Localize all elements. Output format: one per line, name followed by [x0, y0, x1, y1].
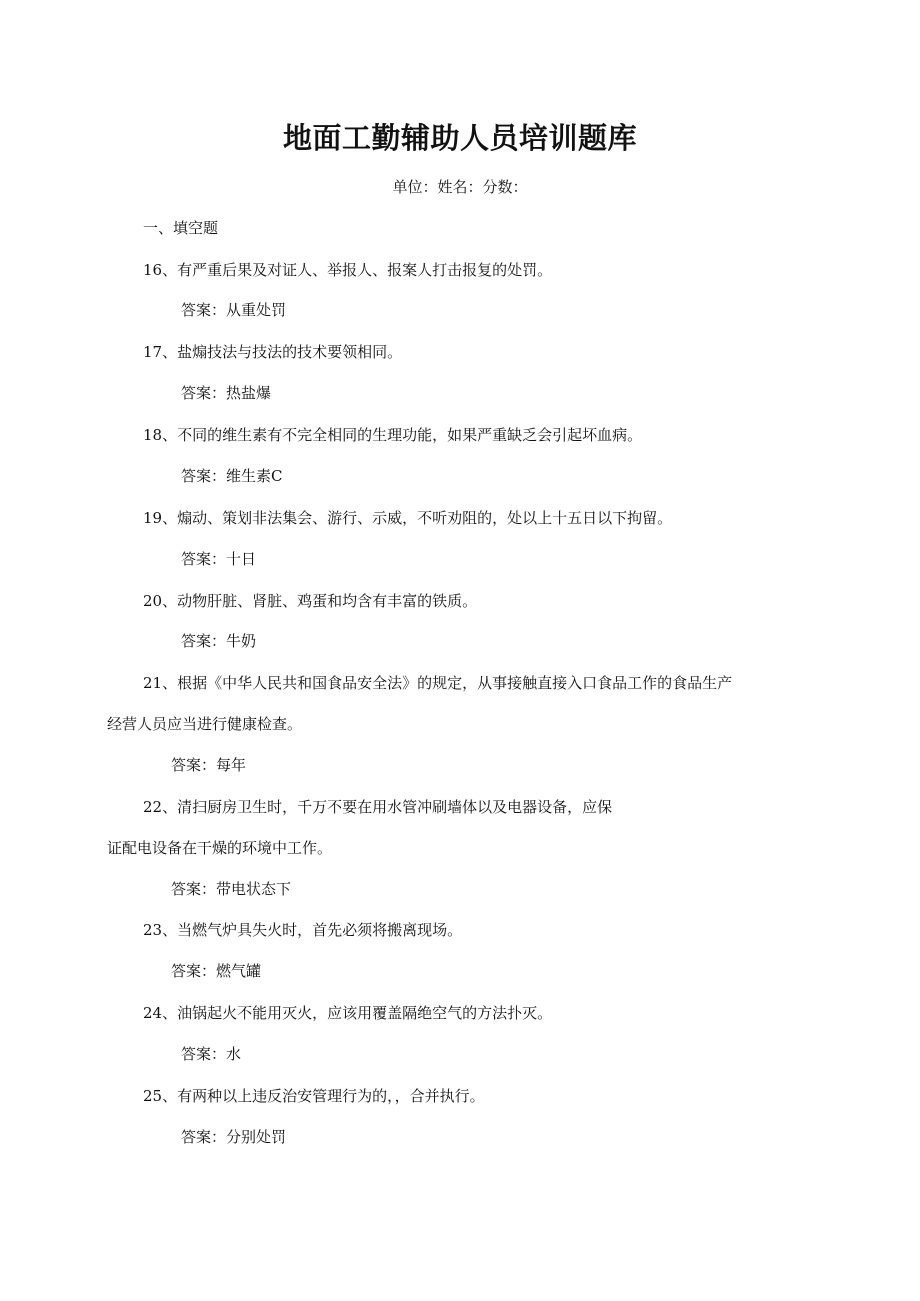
- answer-24: 答案：水: [181, 1045, 242, 1063]
- answer-23: 答案：燃气罐: [171, 962, 262, 980]
- question-24: 24、油锅起火不能用灭火，应该用覆盖隔绝空气的方法扑灭。: [143, 1004, 553, 1022]
- answer-20: 答案：牛奶: [181, 632, 257, 650]
- document-title: 地面工勤辅助人员培训题库: [282, 121, 637, 155]
- answer-25: 答案：分别处罚: [181, 1128, 287, 1146]
- question-17: 17、盐煽技法与技法的技术要领相同。: [143, 343, 403, 361]
- answer-17: 答案：热盐爆: [181, 384, 272, 402]
- question-21-continuation: 经营人员应当进行健康检查。: [107, 715, 303, 733]
- question-23: 23、当燃气炉具失火时，首先必须将搬离现场。: [143, 921, 463, 939]
- question-22-continuation: 证配电设备在干燥的环境中工作。: [107, 839, 333, 857]
- answer-21: 答案：每年: [171, 756, 247, 774]
- answer-19: 答案：十日: [181, 550, 257, 568]
- answer-16: 答案：从重处罚: [181, 301, 287, 319]
- section-heading: 一、填空题: [143, 219, 219, 237]
- answer-22: 答案：带电状态下: [171, 880, 292, 898]
- question-22: 22、清扫厨房卫生时，千万不要在用水管冲刷墙体以及电器设备，应保: [143, 798, 613, 816]
- question-20: 20、动物肝脏、肾脏、鸡蛋和均含有丰富的铁质。: [143, 592, 478, 610]
- question-16: 16、有严重后果及对证人、举报人、报案人打击报复的处罚。: [143, 261, 553, 279]
- question-19: 19、煽动、策划非法集会、游行、示威，不听劝阻的，处以上十五日以下拘留。: [143, 509, 673, 527]
- question-21: 21、根据《中华人民共和国食品安全法》的规定，从事接触直接入口食品工作的食品生产: [143, 674, 733, 692]
- question-18: 18、不同的维生素有不完全相同的生理功能，如果严重缺乏会引起坏血病。: [143, 426, 643, 444]
- answer-18: 答案：维生素C: [181, 467, 283, 485]
- question-25: 25、有两种以上违反治安管理行为的，，合并执行。: [143, 1087, 485, 1105]
- document-subtitle: 单位：姓名：分数：: [392, 178, 528, 196]
